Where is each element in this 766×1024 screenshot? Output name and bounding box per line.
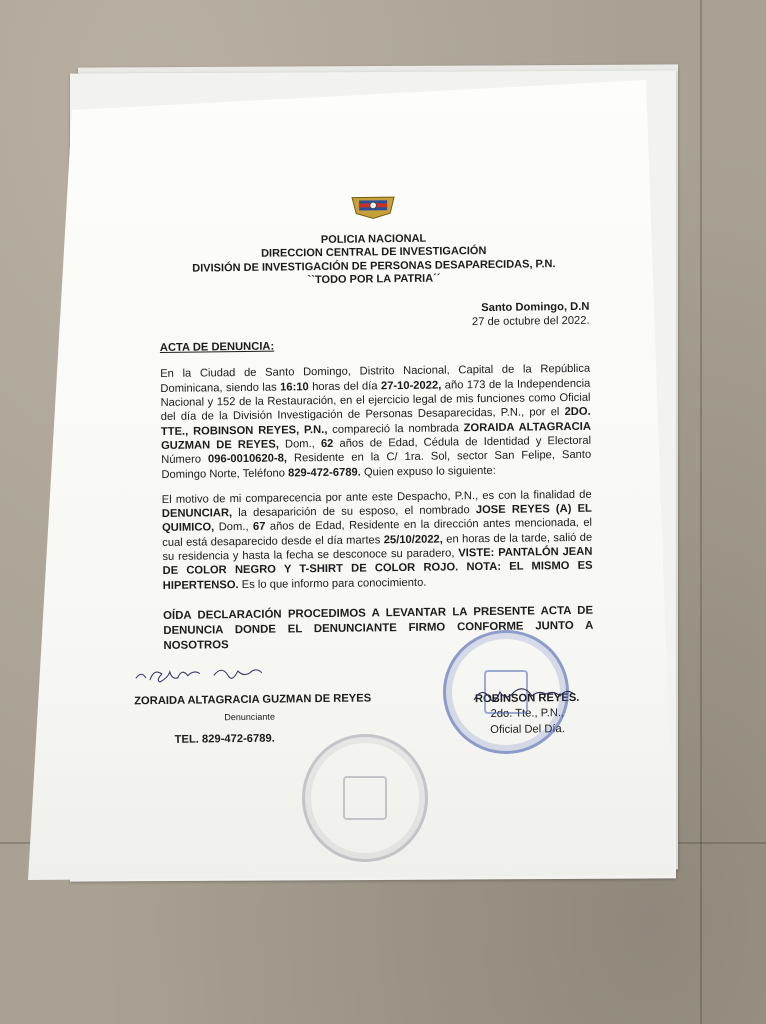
header-line-3: DIVISIÓN DE INVESTIGACIÓN DE PERSONAS DESAPARECIDAS, P.N.: [192, 257, 556, 275]
seal-emblem-icon: [343, 776, 387, 820]
date: 27-10-2022,: [380, 379, 442, 393]
officer-handwritten-signature-icon: [470, 682, 590, 712]
floor-tile-seam: [700, 0, 702, 1024]
complainant-signature-name: ZORAIDA ALTAGRACIA GUZMAN DE REYES: [134, 692, 372, 708]
text: la desaparición de su esposo, el nombrado: [232, 504, 476, 520]
text: años de Edad, Residente en la dirección antes mencionada, el cual está desaparecido desde el día martes: [162, 517, 593, 549]
phone-number: 829-472-6789.: [287, 466, 361, 479]
document-date: 27 de octubre del 2022.: [471, 314, 590, 328]
text: horas del día: [308, 380, 382, 393]
text: años de Edad, Cédula de Identidad y Electoral Número: [161, 434, 592, 467]
complainant-age: 62: [320, 437, 334, 450]
place-date: [159, 301, 589, 333]
text: en horas de la tarde, salió de su residencia y hasta la fecha se desconoce su paradero,: [162, 531, 593, 564]
complainant-signature: [134, 661, 435, 748]
police-seal-stamp-faint: [302, 734, 428, 862]
declaration-statement: OÍDA DECLARACIÓN PROCEDIMOS A LEVANTAR LA PRESENTE ACTA DE DENUNCIA DONDE EL DENUNCIANTE FIRMO CONFORME JUNTO A NOSOTROS: [163, 604, 594, 652]
clothing-description: VISTE: PANTALÓN JEAN DE COLOR NEGRO Y T-SHIRT DE COLOR ROJO. NOTA: EL MISMO ES HIPERTENSO.: [162, 545, 593, 592]
paragraph-complaint-intro: [160, 362, 591, 482]
complainant-phone: TEL. 829-472-6789.: [174, 732, 275, 746]
text: año 173 de la Independencia Nacional y 152 de la Restauración, en el ejercicio legal de mis funciones como Oficial del día de la División Investigación de Personas Desaparecidas, P.N., por el: [160, 377, 591, 424]
place-city: Santo Domingo, D.N: [481, 300, 590, 315]
officer-role: Oficial Del Día.: [490, 722, 565, 736]
text: Es lo que informo para conocimiento.: [238, 576, 427, 591]
police-emblem-icon: [350, 193, 396, 220]
officer-name: 2DO. TTE., ROBINSON REYES, P.N.,: [160, 406, 591, 438]
text: Dom.,: [278, 437, 321, 451]
officer-signature-name: ROBINSON REYES.: [474, 691, 580, 706]
missing-person-name: JOSE REYES (A) EL QUIMICO,: [161, 502, 592, 535]
header-line-2: DIRECCION CENTRAL DE INVESTIGACIÓN: [260, 245, 487, 261]
text: En la Ciudad de Santo Domingo, Distrito Nacional, Capital de la República Dominicana, siendo las: [160, 363, 591, 395]
officer-rank: 2do. Tte., P.N.,: [490, 707, 565, 721]
complainant-role: Denunciante: [224, 711, 275, 723]
text: Residente en la C/ 1ra. Sol, sector San Felipe, Santo Domingo Norte, Teléfono: [161, 448, 592, 481]
text: compareció la nombrada: [327, 421, 464, 436]
complainant-name: ZORAIDA ALTAGRACIA GUZMAN DE REYES,: [160, 420, 591, 452]
acta-title: ACTA DE DENUNCIA:: [159, 340, 275, 355]
header-line-1: POLICIA NACIONAL: [320, 232, 427, 247]
text: El motivo de mi comparecencia por ante este Despacho, P.N., es con la finalidad de: [161, 488, 592, 506]
missing-date: 25/10/2022,: [383, 533, 443, 547]
text: Dom.,: [214, 521, 254, 534]
id-number: 096-0010620-8,: [207, 452, 288, 466]
time: 16:10: [280, 380, 309, 394]
handwritten-signature-icon: [134, 661, 434, 687]
text: Quien expuso lo siguiente:: [360, 464, 496, 479]
header-motto: ``TODO POR LA PATRIA´´: [307, 272, 441, 287]
missing-person-age: 67: [252, 521, 266, 534]
paragraph-complaint-reason: [162, 488, 593, 593]
denunciar-word: DENUNCIAR,: [161, 507, 233, 521]
